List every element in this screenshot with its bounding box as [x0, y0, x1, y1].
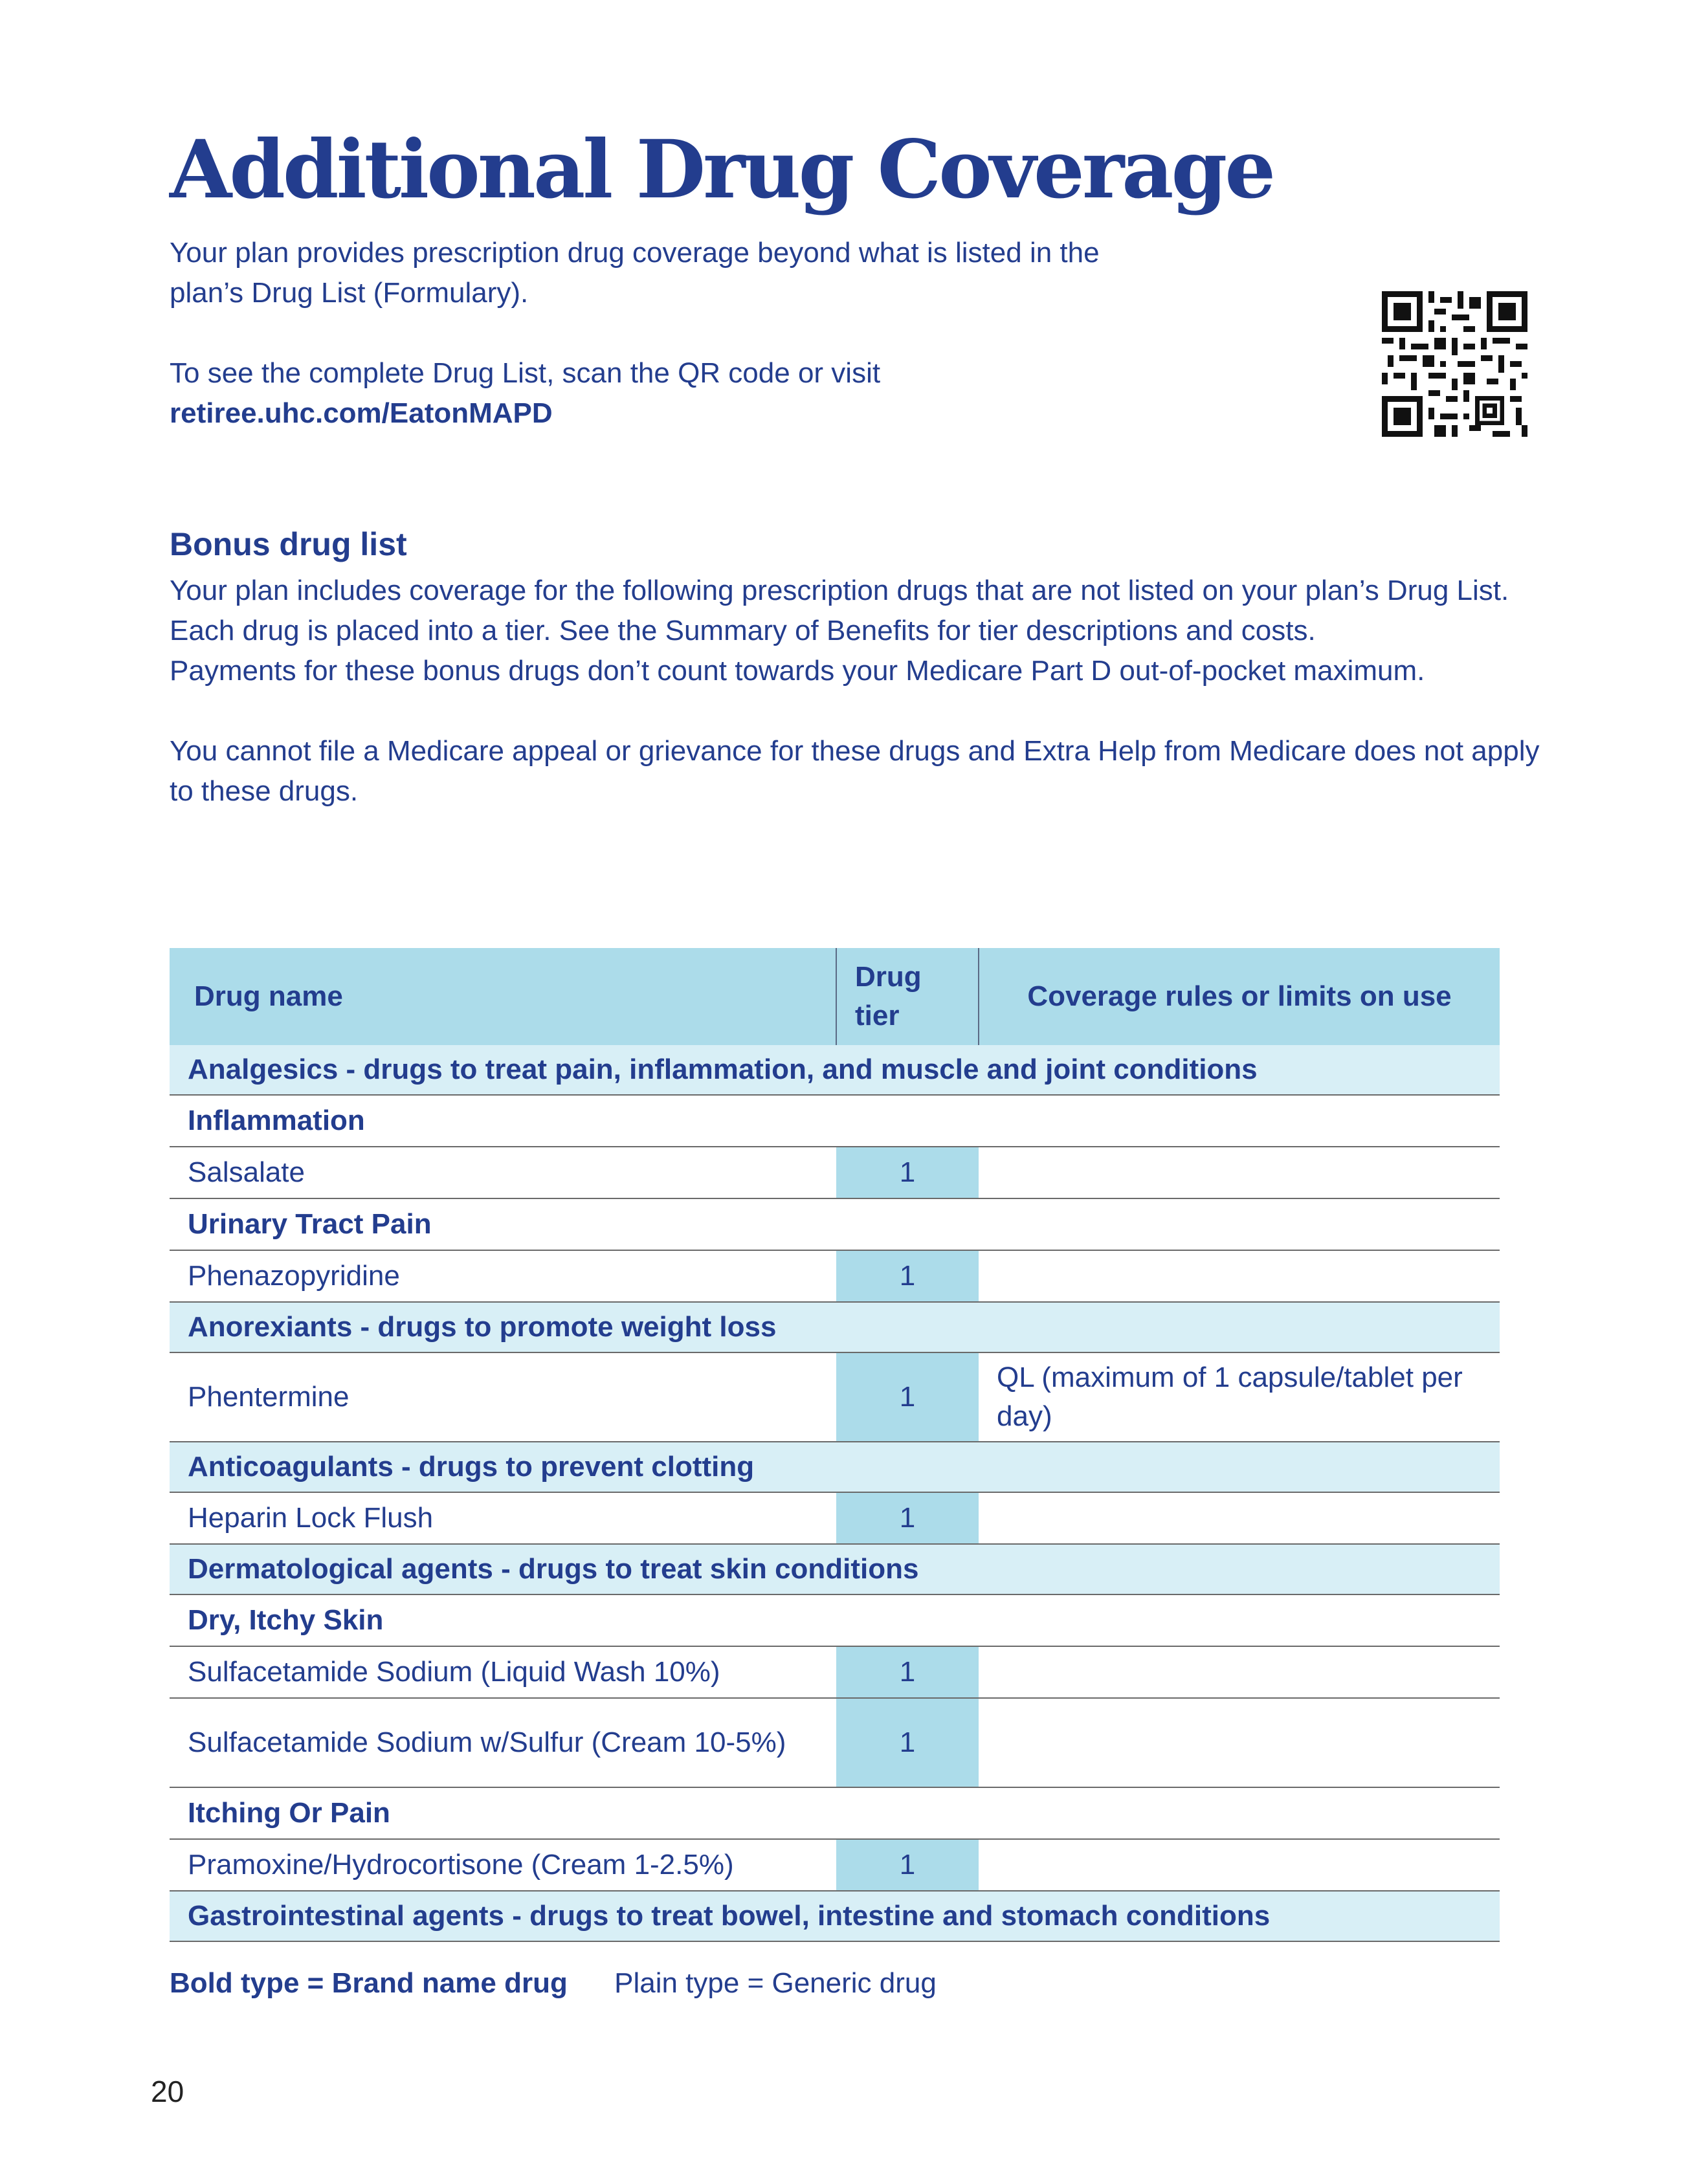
category-label: Analgesics - drugs to treat pain, inflammation, and muscle and joint conditions	[170, 1045, 1500, 1095]
drug-name-cell: Heparin Lock Flush	[170, 1492, 836, 1544]
drug-tier-cell: 1	[836, 1839, 979, 1891]
table-row	[170, 1352, 1500, 1442]
subcategory-label: Dry, Itchy Skin	[170, 1594, 1500, 1646]
category-row	[170, 1544, 1500, 1594]
coverage-rules-cell: QL (maximum of 1 capsule/tablet per day)	[979, 1352, 1500, 1442]
category-row	[170, 1302, 1500, 1352]
subcategory-label: Inflammation	[170, 1095, 1500, 1147]
category-label: Anticoagulants - drugs to prevent clotting	[170, 1442, 1500, 1492]
subcategory-row	[170, 1787, 1500, 1839]
qr-code-icon[interactable]	[1382, 291, 1527, 437]
subcategory-row	[170, 1095, 1500, 1147]
category-label: Gastrointestinal agents - drugs to treat bowel, intestine and stomach conditions	[170, 1891, 1500, 1941]
page-number: 20	[151, 2075, 184, 2108]
table-row	[170, 1492, 1500, 1544]
table-row	[170, 1250, 1500, 1302]
drug-name-cell: Sulfacetamide Sodium (Liquid Wash 10%)	[170, 1646, 836, 1698]
subcategory-label: Urinary Tract Pain	[170, 1198, 1500, 1250]
drug-name-cell: Phenazopyridine	[170, 1250, 836, 1302]
drug-name-cell: Sulfacetamide Sodium w/Sulfur (Cream 10-5%)	[170, 1698, 836, 1787]
coverage-rules-cell	[979, 1147, 1500, 1198]
drug-tier-cell: 1	[836, 1147, 979, 1198]
subcategory-row	[170, 1594, 1500, 1646]
drug-tier-cell: 1	[836, 1250, 979, 1302]
table-row	[170, 1646, 1500, 1698]
drug-tier-cell: 1	[836, 1646, 979, 1698]
plan-url-link[interactable]: retiree.uhc.com/EatonMAPD	[170, 397, 553, 429]
intro-text	[170, 233, 1238, 434]
drug-tier-cell: 1	[836, 1698, 979, 1787]
subcategory-label: Itching Or Pain	[170, 1787, 1500, 1839]
category-row	[170, 1045, 1500, 1095]
type-legend	[170, 1967, 937, 2000]
coverage-rules-cell	[979, 1698, 1500, 1787]
column-header-drug-name: Drug name	[170, 948, 836, 1045]
coverage-rules-cell	[979, 1646, 1500, 1698]
paragraph: You cannot file a Medicare appeal or grievance for these drugs and Extra Help from Medicare does not apply to these drugs.	[170, 735, 1540, 807]
table-body	[170, 1045, 1500, 1941]
drug-tier-cell: 1	[836, 1352, 979, 1442]
intro-line: To see the complete Drug List, scan the QR code or visit	[170, 357, 881, 389]
legend-generic: Plain type = Generic drug	[614, 1967, 937, 1999]
section-body	[170, 571, 1542, 811]
table-header-row	[170, 948, 1500, 1045]
table-row	[170, 1147, 1500, 1198]
coverage-rules-cell	[979, 1839, 1500, 1891]
page-title: Additional Drug Coverage	[170, 123, 1274, 217]
intro-line: plan’s Drug List (Formulary).	[170, 277, 529, 309]
category-row	[170, 1891, 1500, 1941]
category-label: Dermatological agents - drugs to treat skin conditions	[170, 1544, 1500, 1594]
drug-name-cell: Salsalate	[170, 1147, 836, 1198]
drug-tier-cell: 1	[836, 1492, 979, 1544]
coverage-rules-cell	[979, 1492, 1500, 1544]
drug-name-cell: Pramoxine/Hydrocortisone (Cream 1-2.5%)	[170, 1839, 836, 1891]
category-row	[170, 1442, 1500, 1492]
drug-name-cell: Phentermine	[170, 1352, 836, 1442]
table-row	[170, 1839, 1500, 1891]
paragraph: Your plan includes coverage for the following prescription drugs that are not listed on your plan’s Drug List. Each drug is placed into a tier. See the Summary of Benefits for tier descriptions and costs.	[170, 575, 1509, 646]
subcategory-row	[170, 1198, 1500, 1250]
table-row	[170, 1698, 1500, 1787]
paragraph: Payments for these bonus drugs don’t count towards your Medicare Part D out-of-pocket maximum.	[170, 655, 1425, 687]
coverage-rules-cell	[979, 1250, 1500, 1302]
column-header-coverage-rules: Coverage rules or limits on use	[979, 948, 1500, 1045]
bonus-drug-table	[170, 948, 1500, 1942]
intro-line: Your plan provides prescription drug coverage beyond what is listed in the	[170, 237, 1100, 269]
column-header-drug-tier: Drug tier	[836, 948, 979, 1045]
category-label: Anorexiants - drugs to promote weight loss	[170, 1302, 1500, 1352]
section-heading: Bonus drug list	[170, 526, 407, 562]
legend-brand: Bold type = Brand name drug	[170, 1967, 568, 1999]
